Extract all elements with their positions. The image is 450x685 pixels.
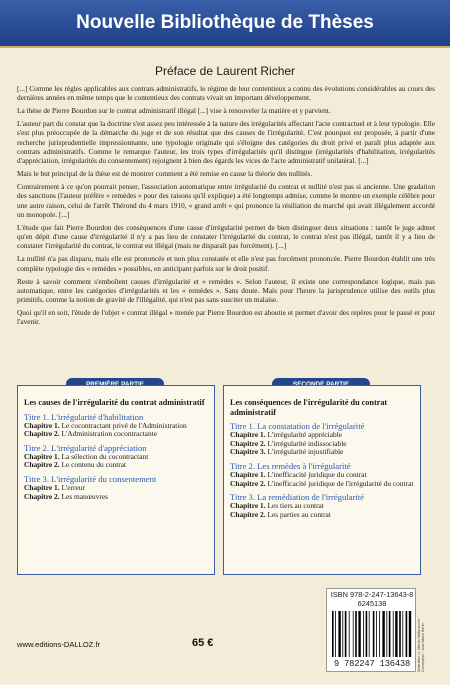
barcode-bar	[332, 611, 334, 657]
barcode-bar	[409, 611, 411, 657]
price: 65 €	[192, 637, 214, 649]
preface-paragraph: [...] Comme les règles applicables aux contrats administratifs, le régime de leur contentieux a connu des évolutions considérables au cours des dernières années en même temps que le contentieux des contrats vivait un important développement.	[17, 84, 435, 103]
publisher-website[interactable]: www.editions-DALLOZ.fr	[17, 640, 101, 649]
part2-heading: Les conséquences de l'irrégularité du contrat administratif	[230, 398, 388, 417]
preface-title: Préface de Laurent Richer	[154, 64, 296, 78]
preface-paragraph: La nullité n'a pas disparu, mais elle est prononcée et non plus constatée et elle n'est pas forcément prononcée. Pierre Bourdon établit une très complète typologie des « remèdes » possibles, en anticipant parfois sur le droit positif.	[17, 254, 435, 273]
preface-paragraph: L'auteur part du constat que la doctrine s'est assez peu intéressée à la nature des irrégularités affectant l'acte contractuel et à leur typologie. Elle s'est plus préoccupée de la démarche du juge et de son résultat que des causes de l'irrégularité. C'est pourquoi est proposée, à partir d'une recherche jurisprudentielle impressionnante, une typologie originale qui s'éloigne des catégories du droit privé et paraît plus adaptée aux contrats administratifs. Comme le remarque l'auteur, les trois types d'irrégularités qu'il distingue (irrégularités d'habilitation, irrégularités d'appréciation, irrégularités du consentement) rejoignent à bien des égards les vices de l'acte administratif unilatéral. [...]	[17, 119, 435, 166]
chapter-text: L'irrégularité appréciable	[267, 430, 343, 440]
part1-heading: Les causes de l'irrégularité du contrat administratif	[24, 398, 205, 407]
chapter-text: La sélection du cocontractant	[61, 451, 149, 461]
chapter-text: L'irrégularité injustifiable	[267, 447, 344, 457]
chapter-text: Les tiers au contrat	[267, 501, 324, 511]
barcode-bar	[389, 611, 391, 657]
chapter-item	[24, 493, 210, 502]
titre-heading: Titre 1. La constatation de l'irrégularité	[230, 421, 365, 432]
chapter-label: Chapitre 1.	[24, 482, 60, 492]
chapter-item	[230, 448, 416, 457]
chapter-text: Le contenu du contrat	[61, 460, 127, 470]
titre-heading: Titre 2. L'irrégularité d'appréciation	[24, 442, 147, 453]
barcode-bar	[376, 611, 377, 657]
barcode-bar	[349, 611, 350, 657]
barcode-bar	[353, 611, 354, 657]
barcode-bar	[373, 611, 375, 657]
barcode	[331, 611, 413, 657]
preface-paragraph: L'étude que fait Pierre Bourdon des conséquences d'une cause d'irrégularité permet de bien distinguer deux situations : tantôt le juge admet qu'en dépit d'une cause d'irrégularité il n'y a pas lieu de constater l'irrégularité du contrat, le contrat n'est pas illégal, tantôt il y a lieu de constater l'irrégularité du contrat, le contrat est illégal (mais ne disparaît pas forcément). [...]	[17, 222, 435, 251]
isbn-code: 6245138	[357, 599, 387, 608]
chapter-label: Chapitre 2.	[230, 478, 266, 488]
chapter-label: Chapitre 2.	[230, 509, 266, 519]
barcode-bar	[379, 611, 380, 657]
chapter-item	[230, 480, 416, 489]
barcode-bar	[402, 611, 403, 657]
titre-heading: Titre 3. La remédiation de l'irrégularité	[230, 492, 364, 503]
isbn-text	[329, 590, 415, 608]
barcode-digits: 9 782247 136438	[333, 659, 411, 669]
part2-panel	[223, 385, 421, 575]
chapter-text: L'inefficacité juridique de l'irrégularité du contrat	[267, 478, 414, 488]
chapter-label: Chapitre 1.	[24, 451, 60, 461]
chapter-label: Chapitre 1.	[230, 469, 266, 479]
preface-paragraph: La thèse de Pierre Bourdon sur le contrat administratif illégal [...] vise à renouveler la matière et y parvient.	[17, 106, 331, 116]
barcode-bar	[366, 611, 368, 657]
chapter-item	[24, 430, 210, 439]
chapter-label: Chapitre 2.	[24, 491, 60, 501]
chapter-label: Chapitre 2.	[24, 460, 60, 470]
isbn-number: ISBN 978-2-247-13643-8	[330, 590, 414, 599]
chapter-label: Chapitre 2.	[24, 429, 60, 439]
barcode-bar	[382, 611, 384, 657]
barcode-bar	[395, 611, 397, 657]
barcode-bar	[355, 611, 357, 657]
titre-heading: Titre 2. Les remèdes à l'irrégularité	[230, 460, 351, 471]
preface-paragraph: Reste à savoir comment s'emboîtent causes d'irrégularité et « remèdes ». Selon l'auteur, il existe une correspondance logique, mais pas automatique, entre les catégories d'irrégularités et les « remèdes ». Sans doute. Mais pour l'heure la jurisprudence utilise des outils plus primitifs, comme la notion de gravité de l'illégalité, qui n'est pas sans susciter un malaise.	[17, 276, 435, 305]
chapter-text: Les parties au contrat	[267, 509, 331, 519]
preface-text	[17, 84, 435, 330]
preface-paragraph: Mais le but principal de la thèse est de montrer comment a été remise en cause la théorie des nullités.	[17, 169, 313, 179]
barcode-bar	[345, 611, 347, 657]
chapter-item	[230, 511, 416, 520]
chapter-text: Les manœuvres	[61, 491, 109, 501]
chapter-text: L'erreur	[61, 482, 85, 492]
chapter-text: L'inefficacité juridique du contrat	[267, 469, 367, 479]
barcode-bar	[369, 611, 370, 657]
titre-heading: Titre 3. L'irrégularité du consentement	[24, 473, 157, 484]
chapter-label: Chapitre 3.	[230, 447, 266, 457]
chapter-text: Le cocontractant privé de l'Administration	[61, 420, 187, 430]
preface-paragraph: Quoi qu'il en soit, l'étude de l'objet « contrat illégal » menée par Pierre Bourdon est aboutie et permet d'avoir des repères pour le passé et pour l'avenir.	[17, 307, 435, 327]
series-title: Nouvelle Bibliothèque de Thèses	[76, 12, 374, 33]
chapter-label: Chapitre 1.	[24, 420, 60, 430]
barcode-bar	[335, 611, 336, 657]
barcode-bar	[386, 611, 387, 657]
chapter-item	[24, 461, 210, 470]
illustration-credit: Illustration © Marion Malbranche · Conception : Jean-Marie Berlin	[417, 616, 425, 672]
barcode-bar	[363, 611, 364, 657]
barcode-bar	[338, 611, 340, 657]
titre-heading: Titre 1. L'irrégularité d'habilitation	[24, 411, 144, 422]
chapter-text: L'irrégularité indissociable	[267, 438, 347, 448]
part1-panel	[17, 385, 215, 575]
barcode-bar	[358, 611, 360, 657]
chapter-label: Chapitre 1.	[230, 430, 266, 440]
chapter-label: Chapitre 2.	[230, 438, 266, 448]
chapter-text: L'Administration cocontractante	[61, 429, 157, 439]
barcode-bar	[342, 611, 343, 657]
barcode-bar	[393, 611, 394, 657]
isbn-box	[326, 588, 416, 672]
barcode-bar	[406, 611, 408, 657]
barcode-bar	[399, 611, 401, 657]
chapter-label: Chapitre 1.	[230, 501, 266, 511]
preface-paragraph: Contrairement à ce qu'on pourrait penser, l'association automatique entre irrégularité du contrat et nullité n'est pas si ancienne. Une gradation des sanctions (l'auteur préfère « remèdes » pour des raisons qu'il explique) a été longtemps admise, comme le montre un exemple célèbre pour une autre raison, celui de l'arrêt Thérond du 4 mars 1910, « grand arrêt » qui prononce la résiliation du marché qui avait illégalement accordé un monopole. [...]	[17, 182, 435, 219]
